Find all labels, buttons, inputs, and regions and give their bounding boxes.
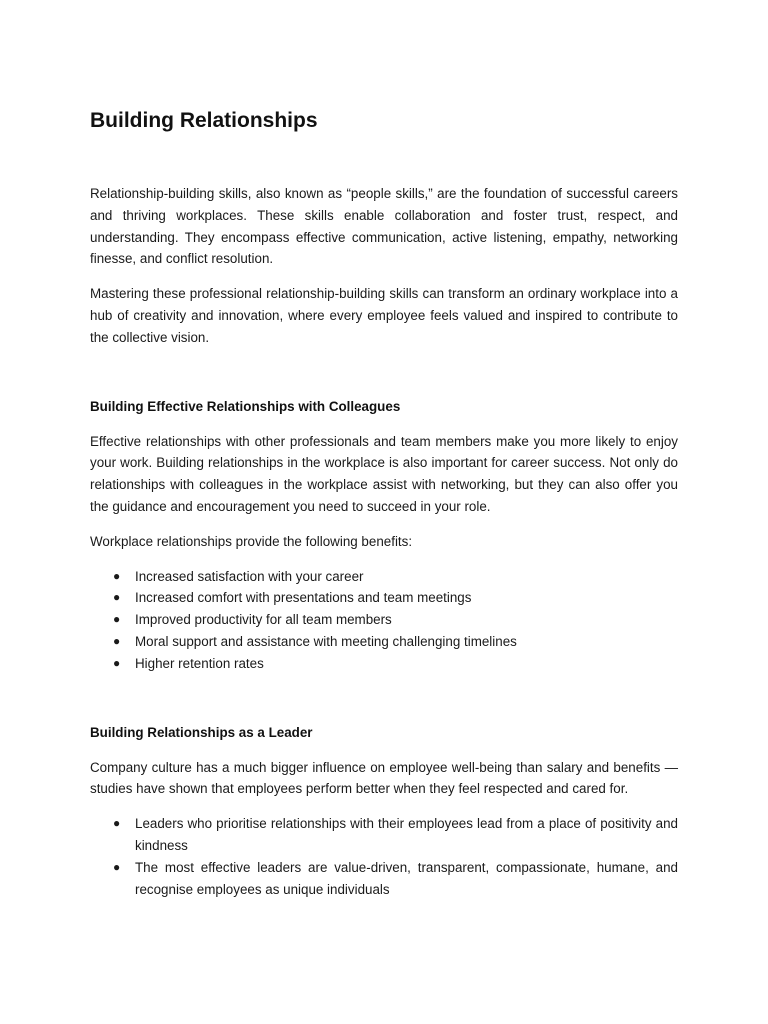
section-heading-leader: Building Relationships as a Leader (90, 724, 313, 740)
list-item (90, 631, 678, 653)
intro-paragraph: Mastering these professional relationship-building skills can transform an ordinary workplace into a hub of creativity and innovation, where every employee feels valued and inspired to contribute to the collective vision. (90, 286, 678, 345)
leader-list (90, 813, 678, 900)
list-item (90, 857, 678, 901)
list-item (90, 587, 678, 609)
list-item-text: Moral support and assistance with meeting challenging timelines (135, 633, 517, 649)
section-paragraph: Workplace relationships provide the following benefits: (90, 533, 413, 549)
list-item (90, 609, 678, 631)
document-title: Building Relationships (90, 109, 318, 132)
benefits-list (90, 566, 678, 675)
section-paragraph: Company culture has a much bigger influence on employee well-being than salary and benefits — studies have shown that employees perform better when they feel respected and cared for. (90, 759, 678, 797)
section-heading-colleagues: Building Effective Relationships with Colleagues (90, 398, 401, 414)
list-item-text: Improved productivity for all team members (135, 612, 392, 628)
list-item (90, 566, 678, 588)
bullet-icon: ● (113, 816, 121, 831)
bullet-icon: ● (113, 590, 121, 605)
bullet-icon: ● (113, 568, 121, 583)
list-item (90, 653, 678, 675)
list-item-text: Increased comfort with presentations and team meetings (135, 590, 472, 606)
list-item-text: The most effective leaders are value-driven, transparent, compassionate, humane, and recognise employees as unique individuals (135, 859, 678, 897)
list-item-text: Higher retention rates (135, 655, 264, 671)
bullet-icon: ● (113, 655, 121, 670)
bullet-icon: ● (113, 612, 121, 627)
bullet-icon: ● (113, 859, 121, 874)
intro-paragraph: Relationship-building skills, also known as “people skills,” are the foundation of successful careers and thriving workplaces. These skills enable collaboration and foster trust, respect, and understanding. They encompass effective communication, active listening, empathy, networking finesse, and conflict resolution. (90, 186, 678, 267)
section-paragraph: Effective relationships with other professionals and team members make you more likely to enjoy your work. Building relationships in the workplace is also important for career success. Not only do relationships with colleagues in the workplace assist with networking, but they can also offer you the guidance and encouragement you need to succeed in your role. (90, 433, 678, 514)
bullet-icon: ● (113, 633, 121, 648)
list-item-text: Leaders who prioritise relationships with their employees lead from a place of positivity and kindness (135, 816, 678, 853)
list-item-text: Increased satisfaction with your career (135, 568, 364, 584)
list-item (90, 813, 678, 857)
